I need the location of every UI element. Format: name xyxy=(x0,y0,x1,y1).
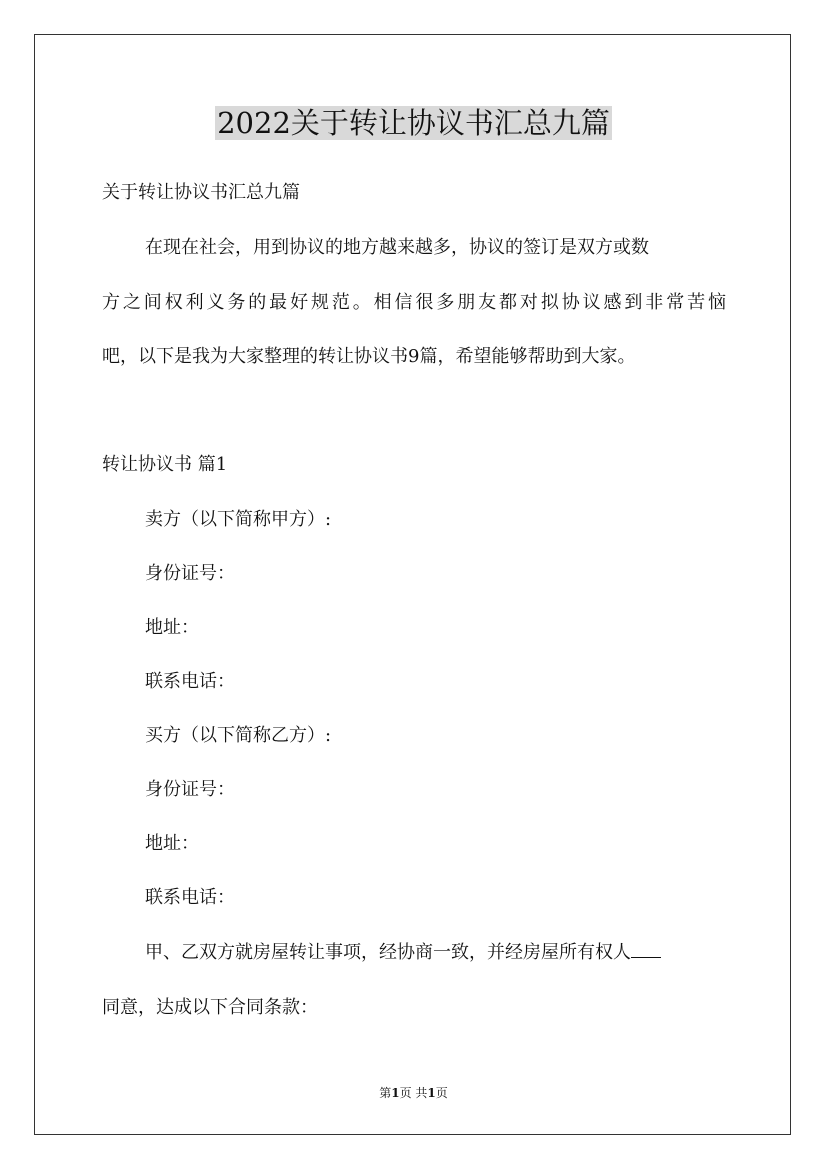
buyer-id-field: 身份证号： xyxy=(145,779,235,800)
seller-address-field: 地址： xyxy=(145,617,199,638)
document-title: 2022关于转让协议书汇总九篇 xyxy=(217,106,610,140)
seller-field: 卖方（以下简称甲方）: xyxy=(145,509,332,530)
intro-line: 方之间权利义务的最好规范。相信很多朋友都对拟协议感到非常苦恼 xyxy=(102,292,726,313)
page-footer: 第1页 共1页 xyxy=(379,1086,448,1100)
document-subtitle: 关于转让协议书汇总九篇 xyxy=(102,182,300,203)
clause-line: 甲、乙双方就房屋转让事项，经协商一致，并经房屋所有权人 xyxy=(145,940,661,966)
seller-phone-field: 联系电话： xyxy=(145,671,235,692)
buyer-field: 买方（以下简称乙方）: xyxy=(145,725,332,746)
buyer-address-field: 地址： xyxy=(145,833,199,854)
intro-line: 吧，以下是我为大家整理的转让协议书9篇，希望能够帮助到大家。 xyxy=(102,346,636,367)
page-number: 1 xyxy=(391,1086,400,1100)
page-total: 1 xyxy=(427,1086,436,1100)
section-heading: 转让协议书 篇1 xyxy=(102,454,228,475)
blank-underline xyxy=(631,941,661,958)
intro-line: 在现在社会，用到协议的地方越来越多，协议的签订是双方或数 xyxy=(145,237,649,258)
clause-line: 同意，达成以下合同条款： xyxy=(102,997,318,1018)
buyer-phone-field: 联系电话： xyxy=(145,887,235,908)
seller-id-field: 身份证号： xyxy=(145,563,235,584)
